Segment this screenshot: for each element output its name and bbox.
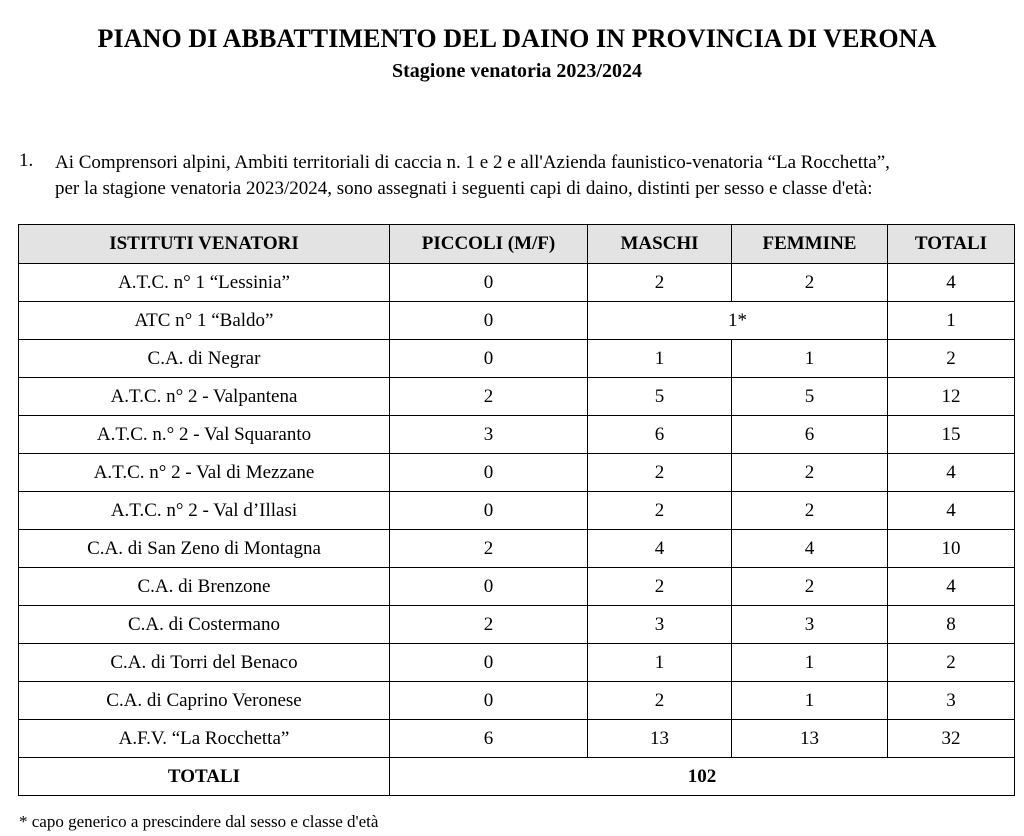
table-row	[19, 454, 1015, 492]
cell-totali: 10	[888, 530, 1015, 568]
cell-maschi: 1	[588, 340, 732, 378]
cell-istituto: A.T.C. n° 2 - Val di Mezzane	[19, 454, 390, 492]
cell-femmine: 13	[732, 720, 888, 758]
cell-piccoli: 0	[390, 302, 588, 340]
cell-istituto: C.A. di Brenzone	[19, 568, 390, 606]
cell-piccoli: 2	[390, 606, 588, 644]
cell-totali: 2	[888, 340, 1015, 378]
cell-maschi: 2	[588, 568, 732, 606]
cell-maschi: 2	[588, 492, 732, 530]
cell-istituto: A.T.C. n° 2 - Val d’Illasi	[19, 492, 390, 530]
cell-piccoli: 0	[390, 492, 588, 530]
cell-femmine: 2	[732, 264, 888, 302]
page-subtitle: Stagione venatoria 2023/2024	[392, 60, 642, 82]
table-row	[19, 264, 1015, 302]
cell-femmine: 3	[732, 606, 888, 644]
table-row	[19, 720, 1015, 758]
cell-istituto: A.T.C. n° 2 - Valpantena	[19, 378, 390, 416]
table-row	[19, 492, 1015, 530]
cell-maschi: 1	[588, 644, 732, 682]
table-row	[19, 378, 1015, 416]
cell-maschi: 13	[588, 720, 732, 758]
cell-femmine: 2	[732, 568, 888, 606]
cell-istituto: A.T.C. n.° 2 - Val Squaranto	[19, 416, 390, 454]
cell-femmine: 2	[732, 454, 888, 492]
table-row	[19, 340, 1015, 378]
cell-femmine: 6	[732, 416, 888, 454]
cell-totali: 32	[888, 720, 1015, 758]
paragraph-text	[55, 150, 1024, 202]
cell-femmine: 2	[732, 492, 888, 530]
cell-femmine: 1	[732, 340, 888, 378]
totals-label: TOTALI	[19, 758, 390, 796]
cell-totali: 8	[888, 606, 1015, 644]
table-row	[19, 644, 1015, 682]
paragraph-line: per la stagione venatoria 2023/2024, sono assegnati i seguenti capi di daino, distinti per sesso e classe d'età:	[55, 178, 873, 199]
cell-piccoli: 0	[390, 644, 588, 682]
cell-totali: 1	[888, 302, 1015, 340]
cell-piccoli: 2	[390, 378, 588, 416]
cell-maschi: 2	[588, 454, 732, 492]
paragraph-number: 1.	[19, 150, 34, 171]
cell-femmine: 1	[732, 682, 888, 720]
cell-istituto: A.T.C. n° 1 “Lessinia”	[19, 264, 390, 302]
cell-maschi: 5	[588, 378, 732, 416]
paragraph-line: Ai Comprensori alpini, Ambiti territoriali di caccia n. 1 e 2 e all'Azienda faunistico-venatoria “La Rocchetta”,	[55, 152, 890, 173]
cell-piccoli: 3	[390, 416, 588, 454]
page-title: PIANO DI ABBATTIMENTO DEL DAINO IN PROVINCIA DI VERONA	[97, 24, 937, 53]
cell-maschi: 2	[588, 264, 732, 302]
totals-row	[19, 758, 1015, 796]
cell-maschi: 3	[588, 606, 732, 644]
cell-piccoli: 0	[390, 682, 588, 720]
header-maschi: MASCHI	[588, 225, 732, 264]
cell-maschi-femmine: 1*	[588, 302, 888, 340]
allocation-table	[18, 224, 1015, 796]
footnote: * capo generico a prescindere dal sesso e classe d'età	[19, 812, 379, 831]
cell-istituto: C.A. di Caprino Veronese	[19, 682, 390, 720]
cell-totali: 15	[888, 416, 1015, 454]
cell-maschi: 2	[588, 682, 732, 720]
header-istituti: ISTITUTI VENATORI	[19, 225, 390, 264]
cell-istituto: ATC n° 1 “Baldo”	[19, 302, 390, 340]
cell-totali: 4	[888, 568, 1015, 606]
header-piccoli: PICCOLI (M/F)	[390, 225, 588, 264]
cell-totali: 2	[888, 644, 1015, 682]
cell-piccoli: 2	[390, 530, 588, 568]
cell-istituto: C.A. di Costermano	[19, 606, 390, 644]
cell-maschi: 4	[588, 530, 732, 568]
cell-femmine: 1	[732, 644, 888, 682]
cell-piccoli: 0	[390, 454, 588, 492]
cell-istituto: C.A. di San Zeno di Montagna	[19, 530, 390, 568]
table-row	[19, 606, 1015, 644]
cell-totali: 3	[888, 682, 1015, 720]
table-row	[19, 682, 1015, 720]
cell-totali: 4	[888, 492, 1015, 530]
header-femmine: FEMMINE	[732, 225, 888, 264]
cell-piccoli: 6	[390, 720, 588, 758]
table-row	[19, 530, 1015, 568]
cell-piccoli: 0	[390, 340, 588, 378]
table-row	[19, 568, 1015, 606]
cell-femmine: 4	[732, 530, 888, 568]
cell-istituto: C.A. di Negrar	[19, 340, 390, 378]
cell-totali: 12	[888, 378, 1015, 416]
cell-femmine: 5	[732, 378, 888, 416]
table-row	[19, 416, 1015, 454]
header-totali: TOTALI	[888, 225, 1015, 264]
cell-totali: 4	[888, 454, 1015, 492]
cell-piccoli: 0	[390, 264, 588, 302]
cell-piccoli: 0	[390, 568, 588, 606]
cell-istituto: C.A. di Torri del Benaco	[19, 644, 390, 682]
table-row	[19, 302, 1015, 340]
cell-maschi: 6	[588, 416, 732, 454]
cell-istituto: A.F.V. “La Rocchetta”	[19, 720, 390, 758]
table-body	[19, 264, 1015, 796]
table-header-row	[19, 225, 1015, 264]
totals-value: 102	[390, 758, 1015, 796]
cell-totali: 4	[888, 264, 1015, 302]
